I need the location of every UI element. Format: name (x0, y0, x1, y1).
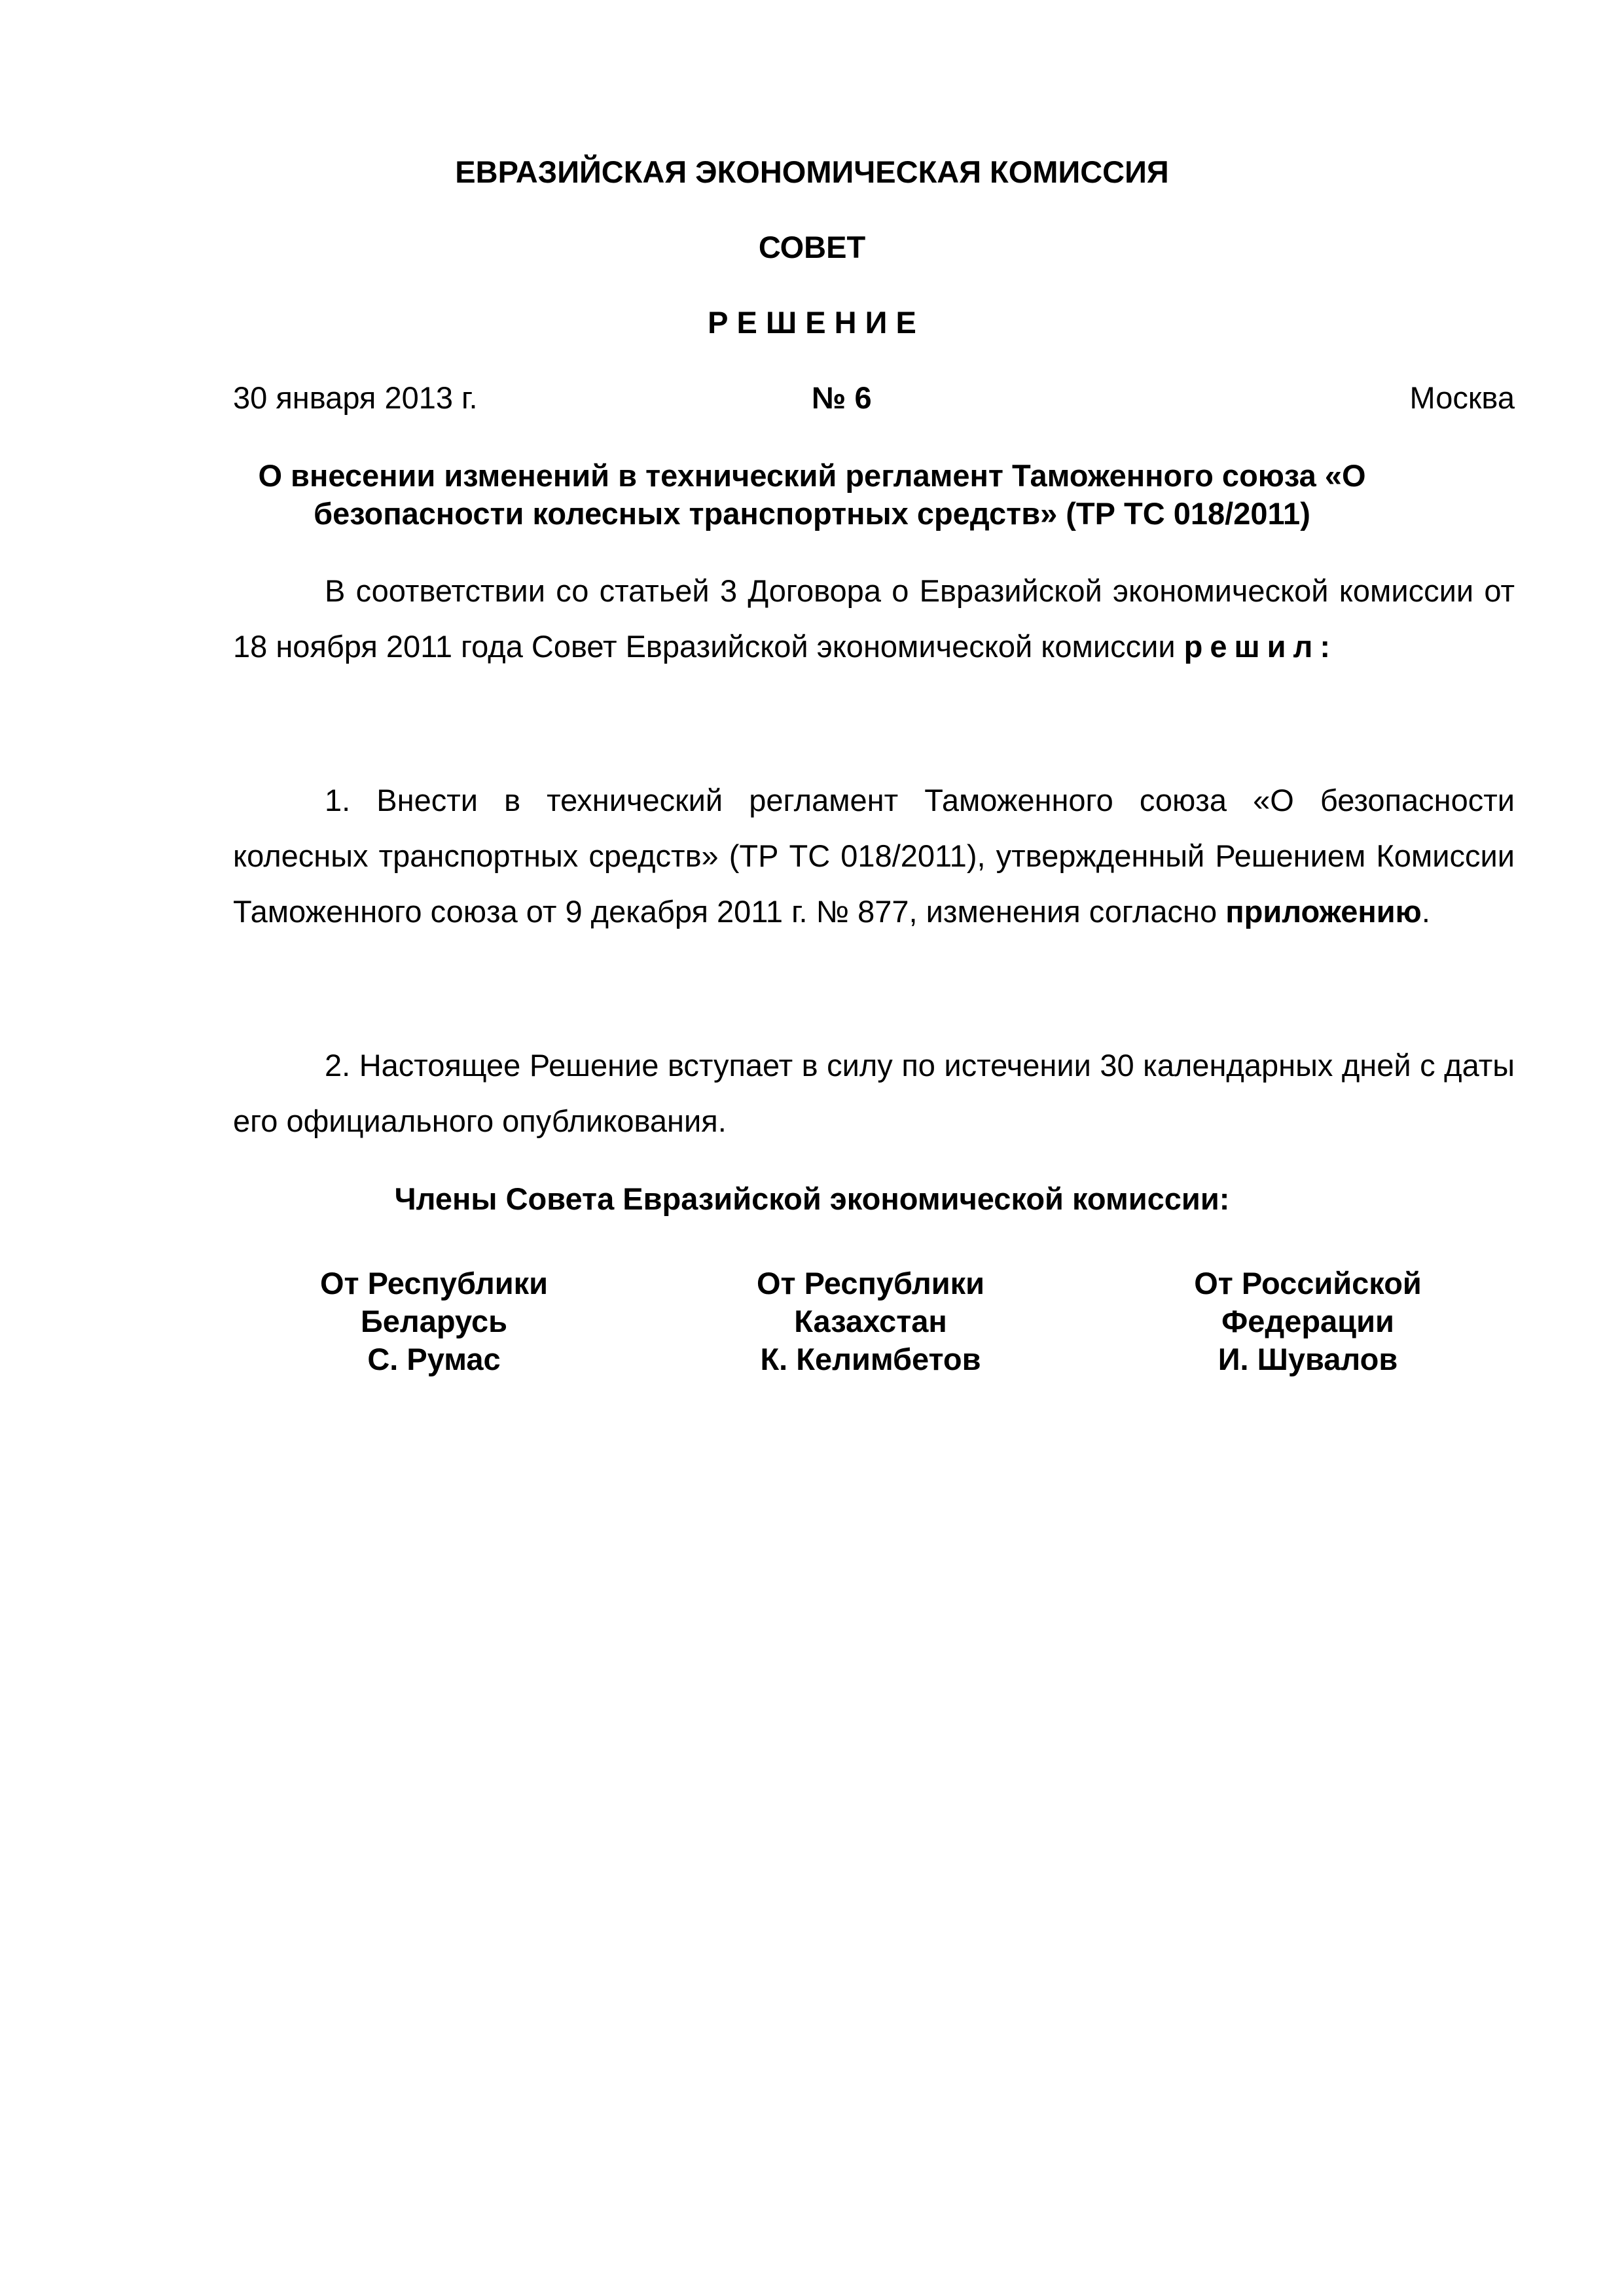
preamble-paragraph (233, 563, 1515, 674)
members-title: Члены Совета Евразийской экономической комиссии: (394, 1181, 1230, 1216)
council-title: СОВЕТ (758, 230, 866, 264)
decision-place: Москва (1409, 380, 1515, 415)
signer-name: С. Румас (367, 1342, 501, 1376)
organization-title: ЕВРАЗИЙСКАЯ ЭКОНОМИЧЕСКАЯ КОМИССИЯ (455, 154, 1169, 189)
signer-line-1: От Российской (1194, 1266, 1422, 1300)
signer-name: К. Келимбетов (760, 1342, 981, 1376)
subject-line-2: безопасности колесных транспортных средств» (ТР ТС 018/2011) (314, 496, 1310, 531)
decision-date: 30 января 2013 г. (233, 380, 478, 415)
decision-title: Р Е Ш Е Н И Е (708, 305, 916, 340)
signer-name: И. Шувалов (1218, 1342, 1398, 1376)
item-1-text: 1. Внести в технический регламент Таможенного союза «О безопасности колесных транспортных средств» (ТР ТС 018/2011), утвержденный Решением Комиссии Таможенного союза от 9 декабря 2011 г. № 877, изменения согласно (233, 783, 1515, 929)
subject-line-1: О внесении изменений в технический регламент Таможенного союза «О (258, 458, 1366, 493)
appendix-reference: приложению (1225, 894, 1422, 929)
preamble-text: В соответствии со статьей 3 Договора о Евразийской экономической комиссии от 18 ноября 2011 года Совет Евразийской экономической комиссии (233, 573, 1515, 664)
resolved-word: решил: (1183, 629, 1338, 664)
signer-kazakhstan (674, 1265, 1067, 1378)
item-2-text: 2. Настоящее Решение вступает в силу по истечении 30 календарных дней с даты его официального опубликования. (233, 1048, 1515, 1138)
signer-line-2: Беларусь (360, 1304, 507, 1338)
decision-subject (0, 457, 1624, 533)
signer-line-2: Федерации (1221, 1304, 1394, 1338)
decision-number: № 6 (812, 380, 872, 415)
signer-belarus (238, 1265, 630, 1378)
signer-line-1: От Республики (756, 1266, 985, 1300)
item-2-paragraph (233, 1037, 1515, 1149)
item-1-end: . (1421, 894, 1430, 929)
signer-line-2: Казахстан (794, 1304, 947, 1338)
signer-line-1: От Республики (319, 1266, 549, 1300)
signer-russia (1111, 1265, 1504, 1378)
item-1-paragraph (233, 772, 1515, 939)
